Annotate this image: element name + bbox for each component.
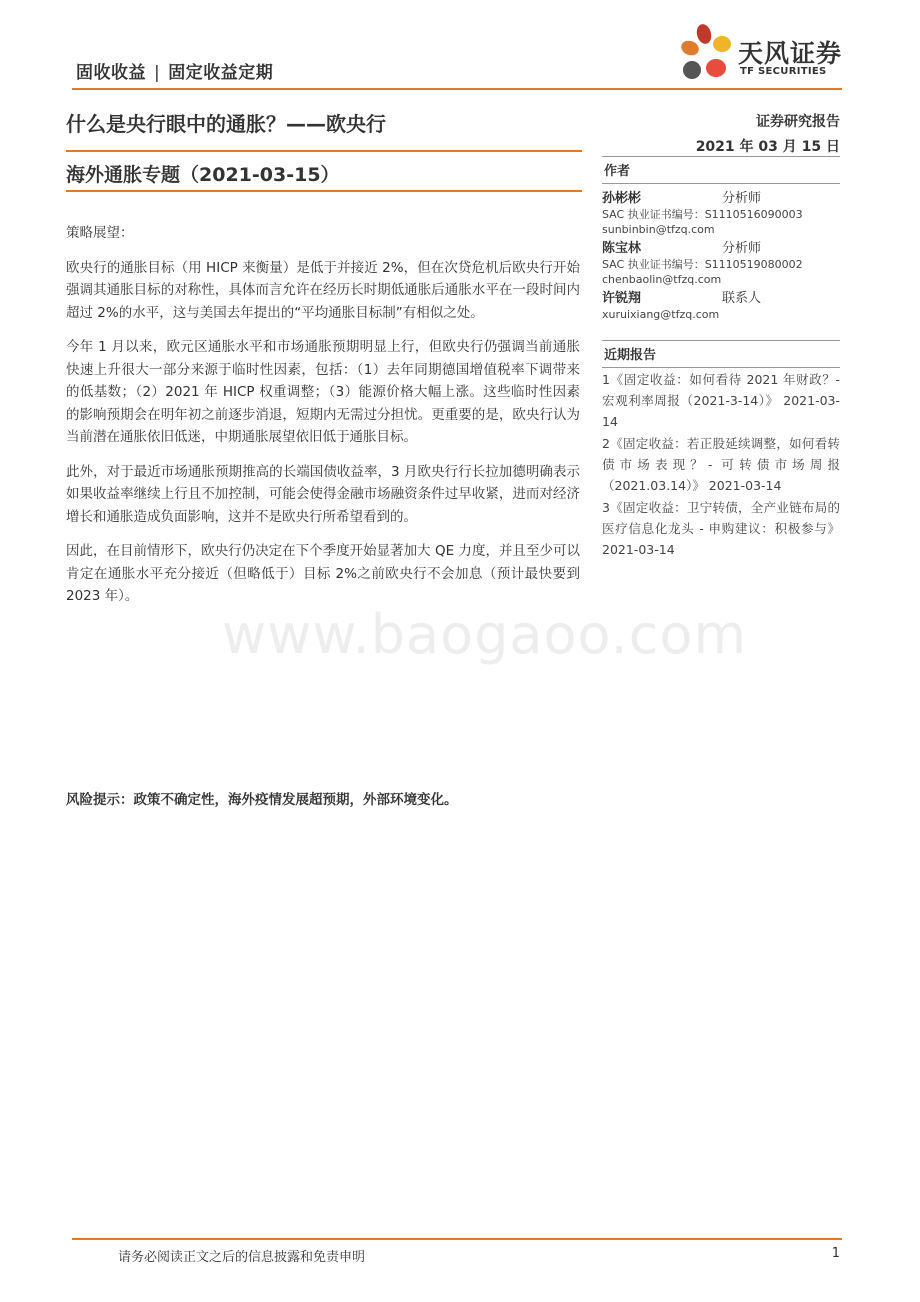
recent-list xyxy=(602,369,840,560)
sidebar-recent-reports xyxy=(602,344,840,560)
author-name: 许锐翔 xyxy=(602,291,642,306)
author-role: 分析师 xyxy=(722,241,762,256)
footer-divider xyxy=(72,1238,842,1240)
risk-warning: 风险提示：政策不确定性，海外疫情发展超预期，外部环境变化。 xyxy=(66,792,458,808)
authors-heading: 作者 xyxy=(602,160,840,184)
recent-heading: 近期报告 xyxy=(602,344,840,368)
page-number: 1 xyxy=(831,1246,840,1261)
author-entry xyxy=(602,190,840,237)
author-email[interactable]: xuruixiang@tfzq.com xyxy=(602,308,720,321)
recent-report-item[interactable]: 2《固定收益：若正股延续调整，如何看转债市场表现？- 可转债市场周报（2021.03.14）》 2021-03-14 xyxy=(602,436,840,493)
report-subtitle: 海外通胀专题（2021-03-15） xyxy=(66,164,340,186)
watermark-text: www.baogaoo.com xyxy=(222,603,748,666)
author-email[interactable]: sunbinbin@tfzq.com xyxy=(602,223,715,236)
report-title: 什么是央行眼中的通胀？——欧央行 xyxy=(66,112,386,136)
recent-report-item[interactable]: 1《固定收益：如何看待 2021 年财政？- 宏观利率周报（2021-3-14）》 2021-03-14 xyxy=(602,372,840,429)
author-email[interactable]: chenbaolin@tfzq.com xyxy=(602,273,722,286)
author-entry xyxy=(602,240,840,287)
author-role: 分析师 xyxy=(722,191,762,206)
report-type: 证券研究报告 xyxy=(756,114,840,130)
author-role: 联系人 xyxy=(722,291,762,306)
logo-name-cn: 天风证券 xyxy=(738,39,843,68)
footer-disclaimer: 请务必阅读正文之后的信息披露和免责申明 xyxy=(118,1250,366,1265)
author-cert: SAC 执业证书编号：S1110516090003 xyxy=(602,208,803,221)
header-divider xyxy=(72,88,842,90)
title-divider-bottom xyxy=(66,190,582,192)
main-body xyxy=(66,222,580,620)
header-separator: | xyxy=(154,63,161,83)
body-paragraph: 今年 1 月以来，欧元区通胀水平和市场通胀预期明显上行，但欧央行仍强调当前通胀快速上升很大一部分来源于临时性因素，包括：（1）去年同期德国增值税率下调带来的低基数；（2）2021 年 HICP 权重调整；（3）能源价格大幅上涨。这些临时性因素的影响预期会在明年初之前逐步消退，短期内无需过分担忧。更重要的是，欧央行认为当前潜在通胀依旧低迷，中期通胀展望依旧低于通胀目标。 xyxy=(66,339,580,445)
sidebar-authors xyxy=(602,160,840,322)
logo-name-en: TF SECURITIES xyxy=(740,66,827,77)
author-name: 孙彬彬 xyxy=(602,191,642,206)
sidebar-divider-top xyxy=(602,156,840,157)
title-divider-top xyxy=(66,150,582,152)
body-paragraph: 此外，对于最近市场通胀预期推高的长端国债收益率，3 月欧央行行长拉加德明确表示如果收益率继续上行且不加控制，可能会使得金融市场融资条件过早收紧，进而对经济增长和通胀造成负面影响，这并不是欧央行所希望看到的。 xyxy=(66,463,580,525)
body-paragraph: 因此，在目前情形下，欧央行仍决定在下个季度开始显著加大 QE 力度，并且至少可以肯定在通胀水平充分接近（但略低于）目标 2%之前欧央行不会加息（预计最快要到 2023 年）。 xyxy=(66,543,580,604)
author-name: 陈宝林 xyxy=(602,241,642,256)
header-section-a: 固收收益 xyxy=(76,63,146,83)
company-logo xyxy=(678,22,843,84)
header-section-b: 固定收益定期 xyxy=(168,63,274,83)
recent-report-item[interactable]: 3《固定收益：卫宁转债，全产业链布局的医疗信息化龙头 - 申购建议：积极参与》 2021-03-14 xyxy=(602,500,840,557)
body-heading: 策略展望： xyxy=(66,225,134,241)
author-cert: SAC 执业证书编号：S1110519080002 xyxy=(602,258,803,271)
report-date: 2021 年 03 月 15 日 xyxy=(695,139,840,155)
header-breadcrumb xyxy=(76,58,273,83)
author-entry xyxy=(602,290,840,322)
sidebar-divider-recent xyxy=(602,340,840,341)
logo-flower-icon xyxy=(678,22,738,84)
body-paragraph: 欧央行的通胀目标（用 HICP 来衡量）是低于并接近 2%，但在次贷危机后欧央行开始强调其通胀目标的对称性，具体而言允许在经历长时期低通胀后通胀水平在一段时间内超过 2%的水平，这与美国去年提出的“平均通胀目标制”有相似之处。 xyxy=(66,259,580,321)
